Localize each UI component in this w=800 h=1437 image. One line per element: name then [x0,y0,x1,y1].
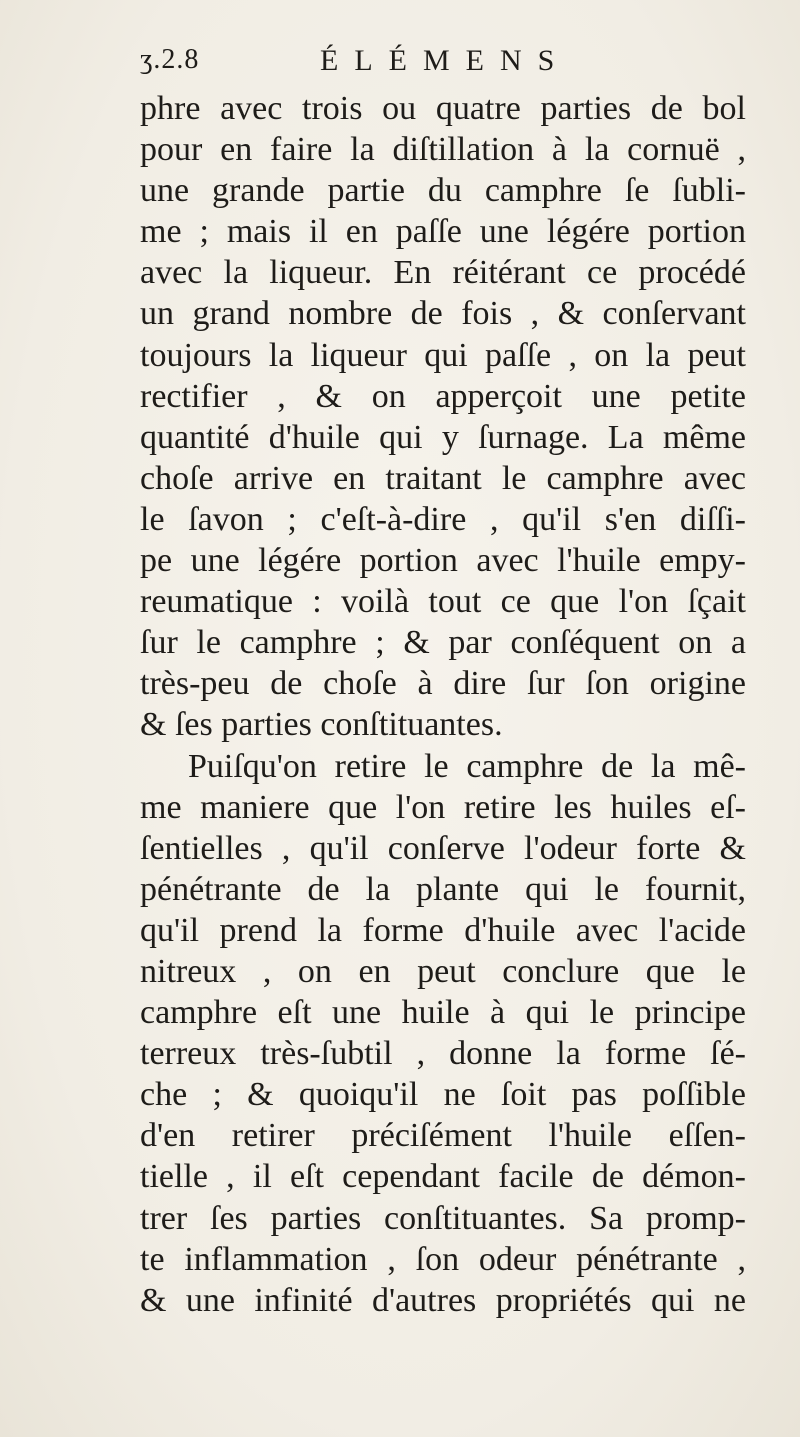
text-line: quantité d'huile qui y ſurnage. La même [140,418,746,456]
text-line: pe une légére portion avec l'huile empy- [140,542,746,580]
text-line: ſentielles , qu'il conſerve l'odeur forte & [140,829,746,867]
text-line: le ſavon ; c'eſt-à-dire , qu'il s'en diſſi- [140,500,746,538]
text-line: avec la liqueur. En réitérant ce procédé [140,254,746,292]
text-line: pénétrante de la plante qui le fournit, [140,870,746,908]
text-line: terreux très-ſubtil , donne la forme ſé- [140,1035,746,1073]
text-line: camphre eſt une huile à qui le principe [140,994,746,1032]
text-line: qu'il prend la forme d'huile avec l'acide [140,911,746,949]
text-line: tielle , il eſt cependant facile de démon- [140,1158,746,1196]
running-title: ÉLÉMENS [320,44,571,77]
text-line: me ; mais il en paſſe une légére portion [140,213,746,251]
text-line: me maniere que l'on retire les huiles eſ- [140,788,746,826]
body-text [140,88,746,1321]
text-line: ſur le camphre ; & par conſéquent on a [140,624,746,662]
text-line: toujours la liqueur qui paſſe , on la peut [140,336,746,374]
text-line: Puiſqu'on retire le camphre de la mê- [188,747,746,785]
text-line: che ; & quoiqu'il ne ſoit pas poſſible [140,1076,746,1114]
text-line: d'en retirer préciſément l'huile eſſen- [140,1117,746,1155]
text-line: & ſes parties conſtituantes. [140,706,503,744]
text-line: rectifier , & on apperçoit une petite [140,377,746,415]
text-line: reumatique : voilà tout ce que l'on ſçait [140,583,746,621]
text-line: te inflammation , ſon odeur pénétrante , [140,1240,746,1278]
text-line: trer ſes parties conſtituantes. Sa promp- [140,1199,746,1237]
text-line: un grand nombre de fois , & conſervant [140,295,746,333]
text-line: & une infinité d'autres propriétés qui ne [140,1281,746,1319]
page-number: ʒ.2.8 [140,44,200,75]
text-line: nitreux , on en peut conclure que le [140,952,746,990]
text-line: choſe arrive en traitant le camphre avec [140,459,746,497]
text-line: pour en faire la diſtillation à la cornuë , [140,131,746,169]
text-line: très-peu de choſe à dire ſur ſon origine [140,665,746,703]
text-line: phre avec trois ou quatre parties de bol [140,90,746,127]
running-head [140,44,700,84]
text-line: une grande partie du camphre ſe ſubli- [140,172,746,210]
